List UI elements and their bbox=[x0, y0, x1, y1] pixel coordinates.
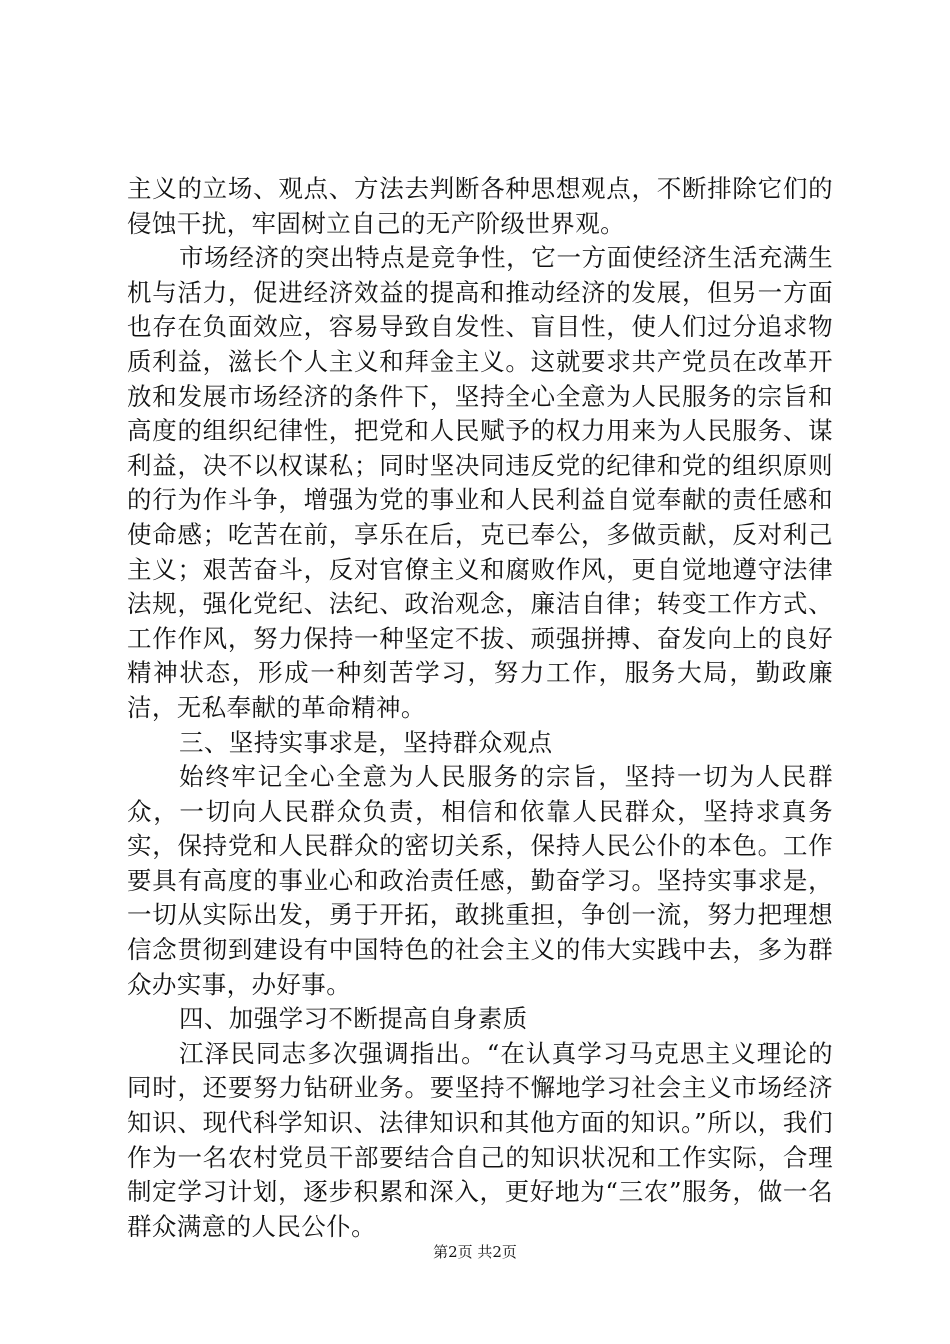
page-number-footer: 第2页 共2页 bbox=[433, 1243, 517, 1261]
paragraph-continuation: 主义的立场、观点、方法去判断各种思想观点，不断排除它们的侵蚀干扰，牢固树立自己的无产阶级世界观。 bbox=[127, 174, 833, 238]
paragraph-mass-viewpoint: 始终牢记全心全意为人民服务的宗旨，坚持一切为人民群众，一切向人民群众负责，相信和依靠人民群众，坚持求真务实，保持党和人民群众的密切关系，保持人民公仆的本色。工作要具有高度的事业心和政治责任感，勤奋学习。坚持实事求是，一切从实际出发，勇于开拓，敢挑重担，争创一流，努力把理想信念贯彻到建设有中国特色的社会主义的伟大实践中去，多为群众办实事，办好事。 bbox=[127, 762, 833, 999]
section-heading-3: 三、坚持实事求是，坚持群众观点 bbox=[179, 727, 553, 757]
document-body bbox=[127, 172, 833, 1244]
paragraph-study: 江泽民同志多次强调指出。“在认真学习马克思主义理论的同时，还要努力钻研业务。要坚持不懈地学习社会主义市场经济知识、现代科学知识、法律知识和其他方面的知识。”所以，我们作为一名农村党员干部要结合自己的知识状况和工作实际，合理制定学习计划，逐步积累和深入，更好地为“三农”服务，做一名群众满意的人民公仆。 bbox=[127, 1038, 833, 1241]
section-heading-4: 四、加强学习不断提高自身素质 bbox=[179, 1004, 528, 1034]
paragraph-market-economy: 市场经济的突出特点是竞争性，它一方面使经济生活充满生机与活力，促进经济效益的提高和推动经济的发展，但另一方面也存在负面效应，容易导致自发性、盲目性，使人们过分追求物质利益，滋长个人主义和拜金主义。这就要求共产党员在改革开放和发展市场经济的条件下，坚持全心全意为人民服务的宗旨和高度的组织纪律性，把党和人民赋予的权力用来为人民服务、谋利益，决不以权谋私；同时坚决同违反党的纪律和党的组织原则的行为作斗争，增强为党的事业和人民利益自觉奉献的责任感和使命感；吃苦在前，享乐在后，克已奉公，多做贡献，反对利己主义；艰苦奋斗，反对官僚主义和腐败作风，更自觉地遵守法律法规，强化党纪、法纪、政治观念，廉洁自律；转变工作方式、工作作风，努力保持一种坚定不拔、顽强拼搏、奋发向上的良好精神状态，形成一种刻苦学习，努力工作，服务大局，勤政廉洁，无私奉献的革命精神。 bbox=[127, 243, 833, 722]
